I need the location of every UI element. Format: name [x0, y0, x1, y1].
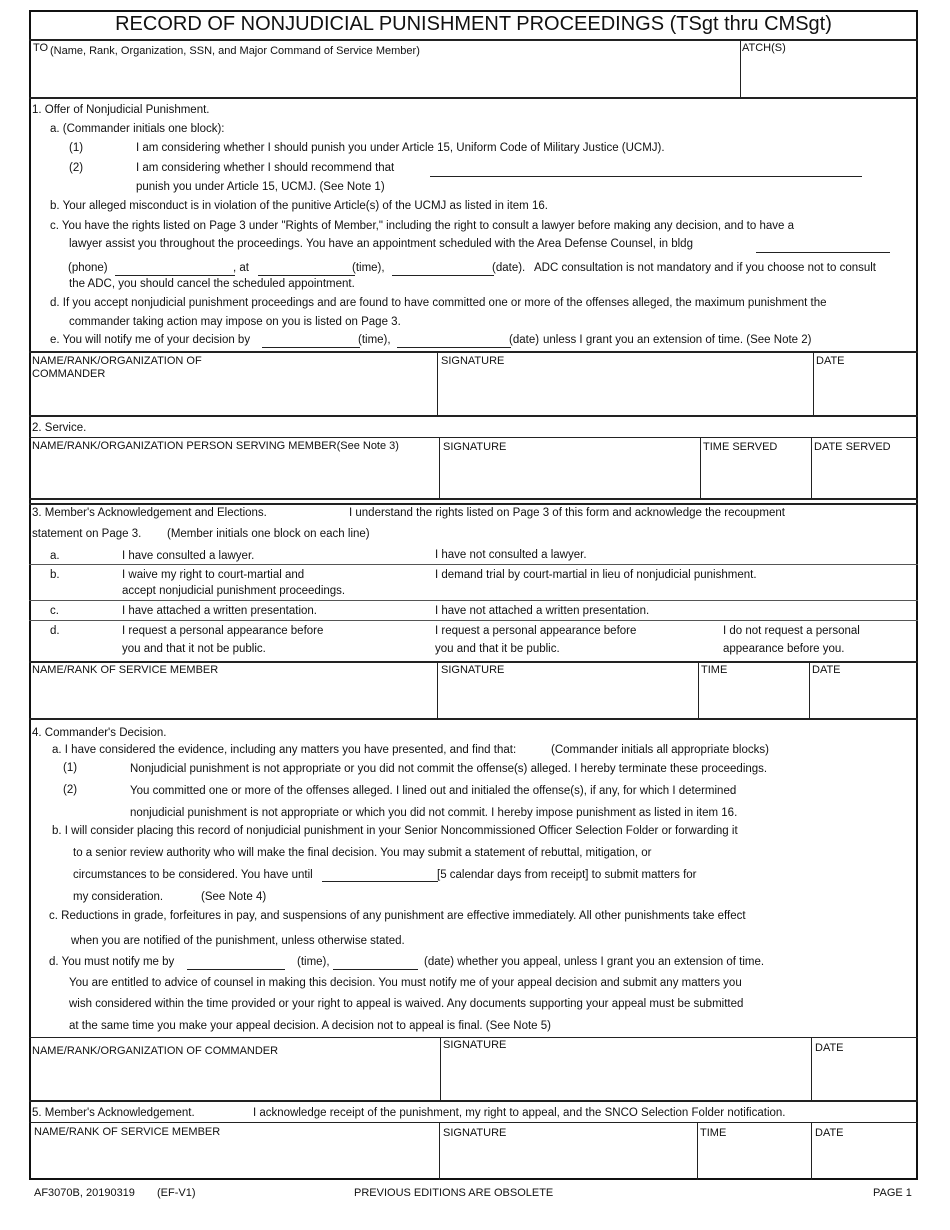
- member-name-field[interactable]: [33, 684, 437, 714]
- to-member-field[interactable]: [34, 60, 738, 96]
- section-5-title: 5. Member's Acknowledgement.: [32, 1107, 195, 1119]
- obsolete-note: PREVIOUS EDITIONS ARE OBSOLETE: [354, 1187, 554, 1199]
- divider: [29, 1122, 918, 1123]
- s1-a2-number: (2): [69, 162, 84, 174]
- no-appearance-option[interactable]: I do not request a personal: [723, 625, 860, 637]
- s4-item-c-cont: when you are notified of the punishment, unless otherwise stated.: [71, 935, 405, 947]
- s4-item-c: c. Reductions in grade, forfeitures in pay, and suspensions of any punishment are effective immediately. All other punishments take effect: [49, 910, 746, 922]
- appointment-time-field[interactable]: [258, 260, 355, 276]
- decision-commander-name-field[interactable]: [33, 1064, 440, 1096]
- decision-time-field[interactable]: [262, 332, 360, 348]
- s3-b-number: b.: [50, 569, 60, 581]
- s4-item-b-cont2: circumstances to be considered. You have until: [73, 869, 313, 881]
- date-served-label: DATE SERVED: [814, 441, 891, 453]
- date-label: DATE: [815, 1127, 844, 1139]
- atch-label: ATCH(S): [742, 42, 786, 54]
- divider: [29, 1037, 918, 1038]
- member-date-field[interactable]: [813, 684, 917, 714]
- appointment-date-field[interactable]: [392, 260, 494, 276]
- divider: [437, 662, 438, 719]
- s4-a1-number: (1): [63, 762, 78, 774]
- date-label: DATE: [812, 664, 841, 676]
- to-label: TO: [33, 42, 49, 54]
- s1-item-e-rest: unless I grant you an extension of time. (See Note 2): [543, 334, 812, 346]
- form-number: AF3070B, 20190319: [34, 1187, 135, 1199]
- server-name-field[interactable]: [33, 466, 439, 494]
- signature-label: SIGNATURE: [441, 664, 505, 676]
- date-served-field[interactable]: [815, 466, 917, 494]
- s4-item-d-cont: You are entitled to advice of counsel in making this decision. You must notify me of your appeal decision and submit any matters you: [69, 977, 742, 989]
- divider: [811, 1123, 812, 1180]
- page-number: PAGE 1: [873, 1187, 912, 1199]
- server-signature-field[interactable]: [443, 466, 700, 494]
- time-served-label: TIME SERVED: [703, 441, 778, 453]
- consulted-lawyer-option[interactable]: I have consulted a lawyer.: [122, 550, 255, 562]
- s4-a2-number: (2): [63, 784, 78, 796]
- s4-item-d-cont3: at the same time you make your appeal decision. A decision not to appeal is final. (See Note 5): [69, 1020, 552, 1032]
- s4-item-a: a. I have considered the evidence, including any matters you have presented, and find that:: [52, 744, 517, 756]
- divider: [29, 564, 918, 565]
- section-4-title: 4. Commander's Decision.: [32, 727, 167, 739]
- s1-a1-number: (1): [69, 142, 84, 154]
- divider: [29, 661, 918, 663]
- recommend-to-field[interactable]: [430, 158, 862, 177]
- date-label: (date).: [492, 262, 526, 274]
- time-label: TIME: [700, 1127, 727, 1139]
- commander-name-label: NAME/RANK/ORGANIZATION OF COMMANDER: [32, 1045, 279, 1057]
- submit-until-field[interactable]: [322, 866, 438, 882]
- s1-item-c-end: the ADC, you should cancel the scheduled appointment.: [69, 278, 355, 290]
- at-label: , at: [233, 262, 249, 274]
- divider: [811, 437, 812, 499]
- s4-item-b: b. I will consider placing this record of nonjudicial punishment in your Senior Noncommissioned Officer Selection Folder or forwarding it: [52, 825, 738, 837]
- appearance-public-option-cont: you and that it be public.: [435, 643, 560, 655]
- to-description: (Name, Rank, Organization, SSN, and Major Command of Service Member): [50, 45, 420, 57]
- impose-punishment-option[interactable]: You committed one or more of the offenses alleged. I lined out and initialed the offense(s), if any, for which I determined: [130, 785, 737, 797]
- section-3-title: 3. Member's Acknowledgement and Elections.: [32, 507, 267, 519]
- divider: [29, 498, 918, 500]
- date-label: DATE: [816, 355, 845, 367]
- impose-punishment-option-cont: nonjudicial punishment is not appropriate or which you did not commit. I hereby impose punishment as listed in item 16.: [130, 807, 738, 819]
- waive-court-martial-option[interactable]: I waive my right to court-martial and: [122, 569, 305, 581]
- date-label: (date): [509, 334, 540, 346]
- divider: [29, 600, 918, 601]
- appeal-time-field[interactable]: [187, 954, 285, 970]
- divider: [29, 415, 918, 417]
- s4-item-d-rest: (date) whether you appeal, unless I grant you an extension of time.: [424, 956, 765, 968]
- divider: [29, 503, 918, 505]
- commander-name-label: NAME/RANK/ORGANIZATION OF COMMANDER: [32, 355, 202, 380]
- atch-field[interactable]: [744, 58, 916, 96]
- s3-intro-cont: statement on Page 3.: [32, 528, 142, 540]
- s5-text: I acknowledge receipt of the punishment, my right to appeal, and the SNCO Selection Folder notification.: [253, 1107, 786, 1119]
- appeal-date-field[interactable]: [333, 954, 418, 970]
- section-1-title: 1. Offer of Nonjudicial Punishment.: [32, 104, 210, 116]
- appearance-not-public-option[interactable]: I request a personal appearance before: [122, 625, 324, 637]
- s3-d-number: d.: [50, 625, 60, 637]
- divider: [29, 718, 918, 720]
- terminate-proceedings-option[interactable]: Nonjudicial punishment is not appropriate or you did not commit the offense(s) alleged. I hereby terminate these proceedings.: [130, 763, 768, 775]
- s4-item-b-cont: to a senior review authority who will make the final decision. You may submit a statement of rebuttal, mitigation, or: [73, 847, 652, 859]
- member-signature-field[interactable]: [441, 684, 698, 714]
- divider: [811, 1038, 812, 1101]
- divider: [29, 97, 918, 99]
- divider: [809, 662, 810, 719]
- section-2-title: 2. Service.: [32, 422, 87, 434]
- member-name-label: NAME/RANK OF SERVICE MEMBER: [34, 1126, 221, 1138]
- no-appearance-option-cont: appearance before you.: [723, 643, 845, 655]
- s3-intro: I understand the rights listed on Page 3 of this form and acknowledge the recoupment: [349, 507, 785, 519]
- commander-name-field[interactable]: [33, 385, 437, 413]
- s3-c-number: c.: [50, 605, 59, 617]
- s4-item-b-cont3: [5 calendar days from receipt] to submit matters for: [437, 869, 697, 881]
- s4-item-d-cont2: wish considered within the time provided or your right to appeal is waived. Any documents supporting your appeal must be submitted: [69, 998, 744, 1010]
- appearance-public-option[interactable]: I request a personal appearance before: [435, 625, 637, 637]
- s1-item-c: c. You have the rights listed on Page 3 under "Rights of Member," including the right to consult a lawyer before making any decision, and to have a: [50, 220, 794, 232]
- s1-item-a: a. (Commander initials one block):: [50, 123, 225, 135]
- divider: [440, 1038, 441, 1101]
- server-name-label: NAME/RANK/ORGANIZATION PERSON SERVING MEMBER(See Note 3): [32, 440, 399, 452]
- s1-item-d: d. If you accept nonjudicial punishment proceedings and are found to have committed one or more of the offenses alleged, the maximum punishment the: [50, 297, 827, 309]
- form-version: (EF-V1): [157, 1187, 196, 1199]
- divider: [29, 1100, 918, 1102]
- ack-member-name-field[interactable]: [34, 1146, 439, 1176]
- not-attached-presentation-option[interactable]: I have not attached a written presentation.: [435, 605, 650, 617]
- s1-a1-text: I am considering whether I should punish you under Article 15, Uniform Code of Military Justice (UCMJ).: [136, 142, 665, 154]
- divider: [813, 352, 814, 416]
- s4-item-a-note: (Commander initials all appropriate blocks): [551, 744, 769, 756]
- decision-date-field[interactable]: [815, 1064, 917, 1096]
- s3-intro-note: (Member initials one block on each line): [167, 528, 370, 540]
- s1-item-c-cont: lawyer assist you throughout the proceedings. You have an appointment scheduled with the Area Defense Counsel, in bldg: [69, 238, 693, 250]
- form-title: RECORD OF NONJUDICIAL PUNISHMENT PROCEEDINGS (TSgt thru CMSgt): [115, 13, 832, 35]
- appearance-not-public-option-cont: you and that it not be public.: [122, 643, 266, 655]
- s1-item-d-cont: commander taking action may impose on you is listed on Page 3.: [69, 316, 401, 328]
- s1-item-c-rest: ADC consultation is not mandatory and if you choose not to consult: [534, 262, 877, 274]
- s1-a2-text-cont: punish you under Article 15, UCMJ. (See Note 1): [136, 181, 385, 193]
- not-consulted-lawyer-option[interactable]: I have not consulted a lawyer.: [435, 549, 587, 561]
- commander-signature-field[interactable]: [441, 385, 813, 413]
- divider: [437, 352, 438, 416]
- signature-label: SIGNATURE: [441, 355, 505, 367]
- member-name-label: NAME/RANK OF SERVICE MEMBER: [32, 664, 219, 676]
- divider: [740, 40, 741, 98]
- time-label: (time),: [352, 262, 385, 274]
- signature-label: SIGNATURE: [443, 441, 507, 453]
- commander-date-field[interactable]: [817, 385, 917, 413]
- divider: [698, 662, 699, 719]
- attached-presentation-option[interactable]: I have attached a written presentation.: [122, 605, 317, 617]
- demand-trial-option[interactable]: I demand trial by court-martial in lieu of nonjudicial punishment.: [435, 569, 757, 581]
- divider: [29, 620, 918, 621]
- divider: [29, 437, 918, 438]
- s4-item-b-cont4: my consideration.: [73, 891, 164, 903]
- phone-label: (phone): [68, 262, 108, 274]
- s4-item-b-note: (See Note 4): [201, 891, 267, 903]
- date-label: DATE: [815, 1042, 844, 1054]
- divider: [697, 1123, 698, 1180]
- s4-item-d: d. You must notify me by: [49, 956, 175, 968]
- bldg-field[interactable]: [756, 236, 890, 253]
- divider: [439, 437, 440, 499]
- member-time-field[interactable]: [702, 684, 809, 714]
- s1-item-b: b. Your alleged misconduct is in violation of the punitive Article(s) of the UCMJ as listed in item 16.: [50, 200, 548, 212]
- time-label: TIME: [701, 664, 728, 676]
- s3-a-number: a.: [50, 550, 60, 562]
- waive-court-martial-option-cont: accept nonjudicial punishment proceedings.: [122, 585, 346, 597]
- signature-label: SIGNATURE: [443, 1127, 507, 1139]
- phone-field[interactable]: [115, 260, 235, 276]
- time-label: (time),: [358, 334, 391, 346]
- time-label: (time),: [297, 956, 330, 968]
- decision-commander-signature-field[interactable]: [444, 1064, 811, 1096]
- ack-date-field[interactable]: [815, 1146, 917, 1176]
- time-served-field[interactable]: [704, 466, 811, 494]
- decision-date-field[interactable]: [397, 332, 511, 348]
- s1-a2-text: I am considering whether I should recommend that: [136, 162, 395, 174]
- divider: [29, 39, 918, 41]
- s1-item-e: e. You will notify me of your decision by: [50, 334, 251, 346]
- signature-label: SIGNATURE: [443, 1039, 507, 1051]
- divider: [700, 437, 701, 499]
- divider: [439, 1123, 440, 1180]
- ack-time-field[interactable]: [701, 1146, 811, 1176]
- ack-member-signature-field[interactable]: [443, 1146, 697, 1176]
- divider: [29, 351, 918, 353]
